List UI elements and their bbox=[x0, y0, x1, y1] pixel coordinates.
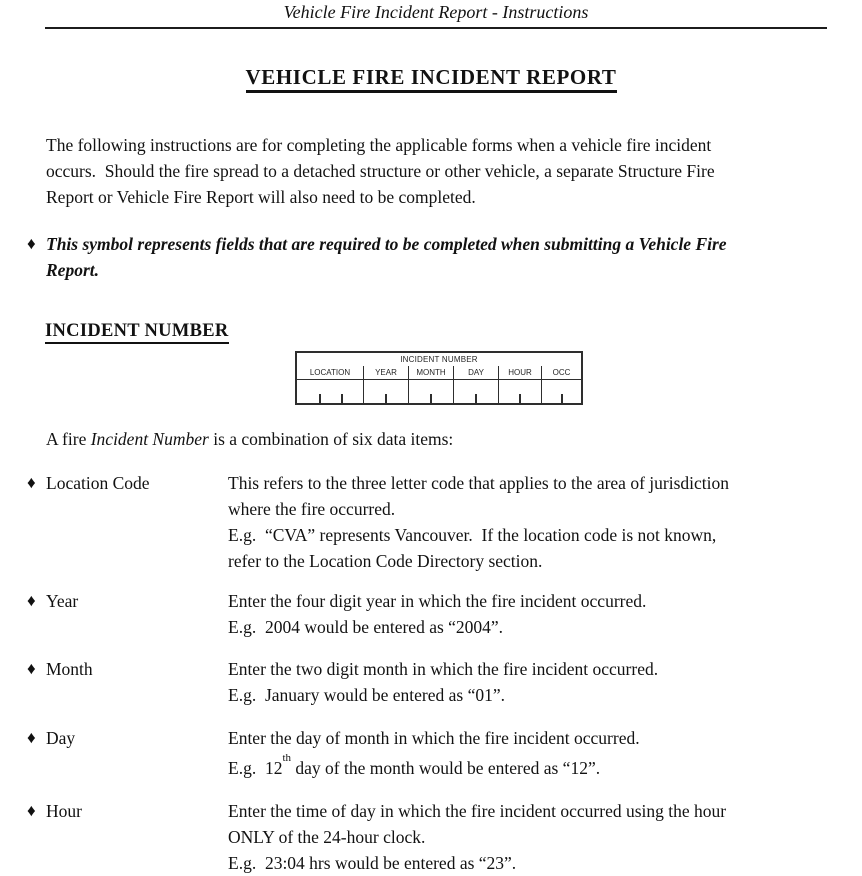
definition-item-location-code bbox=[0, 470, 862, 574]
column-header-occ: OCC bbox=[541, 366, 581, 379]
entry-cell-year bbox=[363, 380, 408, 403]
description-line: where the fire occurred. bbox=[228, 499, 396, 519]
description-line: ONLY of the 24-hour clock. bbox=[228, 826, 426, 847]
description-line: E.g. “CVA” represents Vancouver. If the location code is not known, bbox=[228, 525, 717, 545]
document-title-text: VEHICLE FIRE INCIDENT REPORT bbox=[246, 65, 617, 93]
paragraph-line: occurs. Should the fire spread to a detached structure or other vehicle, a separate Structure Fire bbox=[46, 161, 715, 181]
tick-mark bbox=[385, 394, 387, 403]
entry-cell-day bbox=[453, 380, 498, 403]
table-title: INCIDENT NUMBER bbox=[400, 355, 478, 364]
term-label: Day bbox=[46, 728, 76, 748]
incident-number-form-grid bbox=[295, 351, 583, 405]
column-header-location: LOCATION bbox=[309, 368, 351, 377]
paragraph-line: Report or Vehicle Fire Report will also need to be completed. bbox=[46, 187, 476, 207]
running-header-text: Vehicle Fire Incident Report - Instructions bbox=[283, 2, 589, 22]
example-pre: E.g. 12 bbox=[228, 757, 283, 778]
term-label: Year bbox=[46, 591, 79, 611]
section-heading-incident-number bbox=[45, 319, 862, 343]
description-line: Enter the day of month in which the fire incident occurred. bbox=[228, 728, 640, 748]
definition-item-day bbox=[0, 725, 862, 781]
term-description bbox=[228, 725, 862, 781]
diamond-bullet-icon: ♦ bbox=[27, 591, 36, 610]
diamond-bullet-icon: ♦ bbox=[27, 659, 36, 678]
description-line: Enter the two digit month in which the fire incident occurred. bbox=[228, 659, 659, 679]
note-line: Report. bbox=[46, 260, 99, 280]
lead-italic: Incident Number bbox=[90, 429, 209, 449]
diamond-bullet-icon: ♦ bbox=[27, 473, 36, 492]
required-note bbox=[0, 231, 862, 283]
column-header-day: DAY bbox=[453, 366, 498, 379]
intro-paragraph bbox=[46, 132, 862, 210]
document-title bbox=[0, 64, 862, 90]
table-column-headers bbox=[297, 366, 581, 380]
required-note-text bbox=[46, 231, 862, 283]
tick-mark bbox=[561, 394, 563, 403]
description-line: refer to the Location Code Directory section. bbox=[228, 551, 543, 571]
tick-mark bbox=[430, 394, 432, 403]
term-description bbox=[228, 588, 862, 640]
definition-item-year bbox=[0, 588, 862, 640]
lead-post: is a combination of six data items: bbox=[208, 429, 454, 449]
paragraph-line: The following instructions are for completing the applicable forms when a vehicle fire incident bbox=[46, 135, 712, 155]
ordinal-superscript: th bbox=[282, 752, 292, 764]
tick-mark bbox=[475, 394, 477, 403]
lead-sentence bbox=[46, 426, 862, 452]
term-description bbox=[228, 656, 862, 708]
description-line: This refers to the three letter code that applies to the area of jurisdiction bbox=[228, 473, 729, 493]
description-line-with-superscript bbox=[228, 751, 862, 781]
description-line: E.g. 23:04 hrs would be entered as “23”. bbox=[228, 852, 517, 873]
entry-cell-occ bbox=[541, 380, 581, 403]
description-line: Enter the time of day in which the fire incident occurred using the hour bbox=[228, 800, 727, 821]
entry-cell-hour bbox=[498, 380, 541, 403]
definition-item-hour bbox=[0, 798, 862, 876]
note-line: This symbol represents fields that are required to be completed when submitting a Vehicle Fire bbox=[46, 234, 727, 254]
section-heading-text: INCIDENT NUMBER bbox=[45, 321, 229, 344]
term-description bbox=[228, 470, 862, 574]
column-header-month: MONTH bbox=[408, 366, 453, 379]
tick-mark bbox=[341, 394, 343, 403]
diamond-bullet-icon: ♦ bbox=[27, 728, 36, 747]
definition-item-month bbox=[0, 656, 862, 708]
entry-cell-month bbox=[408, 380, 453, 403]
tick-mark bbox=[319, 394, 321, 403]
lead-pre: A fire bbox=[46, 429, 91, 449]
tick-mark bbox=[519, 394, 521, 403]
definition-list bbox=[0, 470, 862, 876]
running-header bbox=[45, 0, 827, 29]
example-post: day of the month would be entered as “12”. bbox=[291, 757, 601, 778]
column-header-year: YEAR bbox=[363, 366, 408, 379]
description-line: E.g. January would be entered as “01”. bbox=[228, 685, 505, 705]
description-line: E.g. 2004 would be entered as “2004”. bbox=[228, 617, 504, 637]
column-header-hour: HOUR bbox=[498, 366, 541, 379]
diamond-bullet-icon: ♦ bbox=[27, 800, 36, 820]
term-description bbox=[228, 798, 862, 876]
description-line: Enter the four digit year in which the fire incident occurred. bbox=[228, 591, 647, 611]
table-entry-row bbox=[297, 380, 581, 403]
term-label: Location Code bbox=[46, 473, 150, 493]
diamond-bullet-icon: ♦ bbox=[27, 234, 36, 253]
term-label: Hour bbox=[46, 800, 82, 821]
entry-cell-location bbox=[297, 380, 363, 403]
term-label: Month bbox=[46, 659, 93, 679]
